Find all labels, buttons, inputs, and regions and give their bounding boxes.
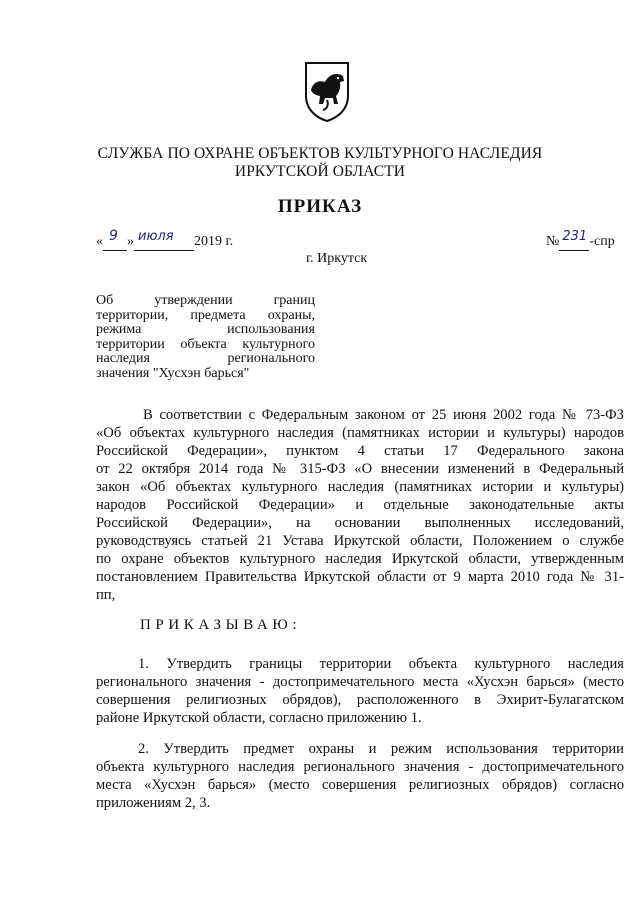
- item-line: объекта культурного наследия регионального значения - достопримечательного: [96, 759, 624, 775]
- date-day: 9: [109, 228, 118, 244]
- item-line: районе Иркутской области, согласно приложению 1.: [96, 710, 422, 726]
- subject-line: Об утверждении границ: [96, 293, 315, 308]
- preamble-line: «Об объектах культурного наследия (памятниках истории и культуры) народов: [96, 425, 624, 441]
- city: г. Иркутск: [306, 251, 368, 266]
- subject-line: режима использования: [96, 322, 315, 337]
- item-line: 1. Утвердить границы территории объекта культурного наследия: [138, 656, 624, 672]
- date-year: 2019 г.: [194, 234, 234, 249]
- item-line: совершения религиозных обрядов), расположенного в Эхирит-Булагатском: [96, 692, 624, 708]
- item-line: приложениям 2, 3.: [96, 795, 211, 811]
- order-item-1: [96, 655, 624, 727]
- subject-line: значения "Хусхэн барься": [96, 365, 250, 381]
- subject-line: территории, предмета охраны,: [96, 307, 315, 323]
- organization-name-line-2: ИРКУТСКОЙ ОБЛАСТИ: [234, 163, 406, 180]
- preamble-line: пп,: [96, 587, 116, 603]
- preamble-line: от 22 октября 2014 года № 315-ФЗ «О внесении изменений в Федеральный: [96, 461, 624, 477]
- document-date: [96, 228, 266, 251]
- number-suffix: -спр: [589, 234, 615, 249]
- preamble-line: руководствуясь статьей 21 Устава Иркутской области, Положением о службе: [96, 533, 624, 549]
- document-title: ПРИКАЗ: [277, 196, 363, 217]
- subject-line: территории объекта культурного: [96, 336, 315, 352]
- number-prefix: №: [546, 234, 560, 249]
- preamble-line: по охране объектов культурного наследия Иркутской области, утвержденным: [96, 551, 624, 567]
- preamble-line: постановлением Правительства Иркутской области от 9 марта 2010 года № 31-: [96, 569, 624, 585]
- number-value: 231: [562, 229, 588, 244]
- organization-name-line-1: СЛУЖБА ПО ОХРАНЕ ОБЪЕКТОВ КУЛЬТУРНОГО НАСЛЕДИЯ: [97, 145, 543, 162]
- date-close-quote: »: [127, 234, 134, 249]
- coat-of-arms-icon: [303, 60, 351, 122]
- order-item-2: [96, 740, 624, 812]
- document-subject: [96, 294, 315, 381]
- item-line: места «Хусхэн барься» (место совершения религиозных обрядов) согласно: [96, 777, 624, 793]
- preamble-line: Российской Федерации», на основании выполненных исследований,: [96, 515, 624, 531]
- order-word: ПРИКАЗЫВАЮ:: [140, 617, 302, 633]
- date-month: июля: [138, 229, 174, 244]
- item-line: 2. Утвердить предмет охраны и режим использования территории: [138, 741, 624, 757]
- preamble-paragraph: [96, 406, 624, 604]
- document-number: [546, 229, 636, 251]
- date-open-quote: «: [96, 234, 103, 249]
- preamble-line: закон «Об объектах культурного наследия (памятниках истории и культуры): [96, 479, 624, 495]
- preamble-line: народов Российской Федерации» и отдельные законодательные акты: [96, 497, 624, 513]
- preamble-line: Российской Федерации», пунктом 4 статьи 17 Федерального закона: [96, 443, 624, 459]
- subject-line: наследия регионального: [96, 351, 315, 366]
- preamble-line: В соответствии с Федеральным законом от 25 июня 2002 года № 73-ФЗ: [143, 407, 624, 423]
- item-line: регионального значения - достопримечательного места «Хусхэн барься» (место: [96, 674, 624, 690]
